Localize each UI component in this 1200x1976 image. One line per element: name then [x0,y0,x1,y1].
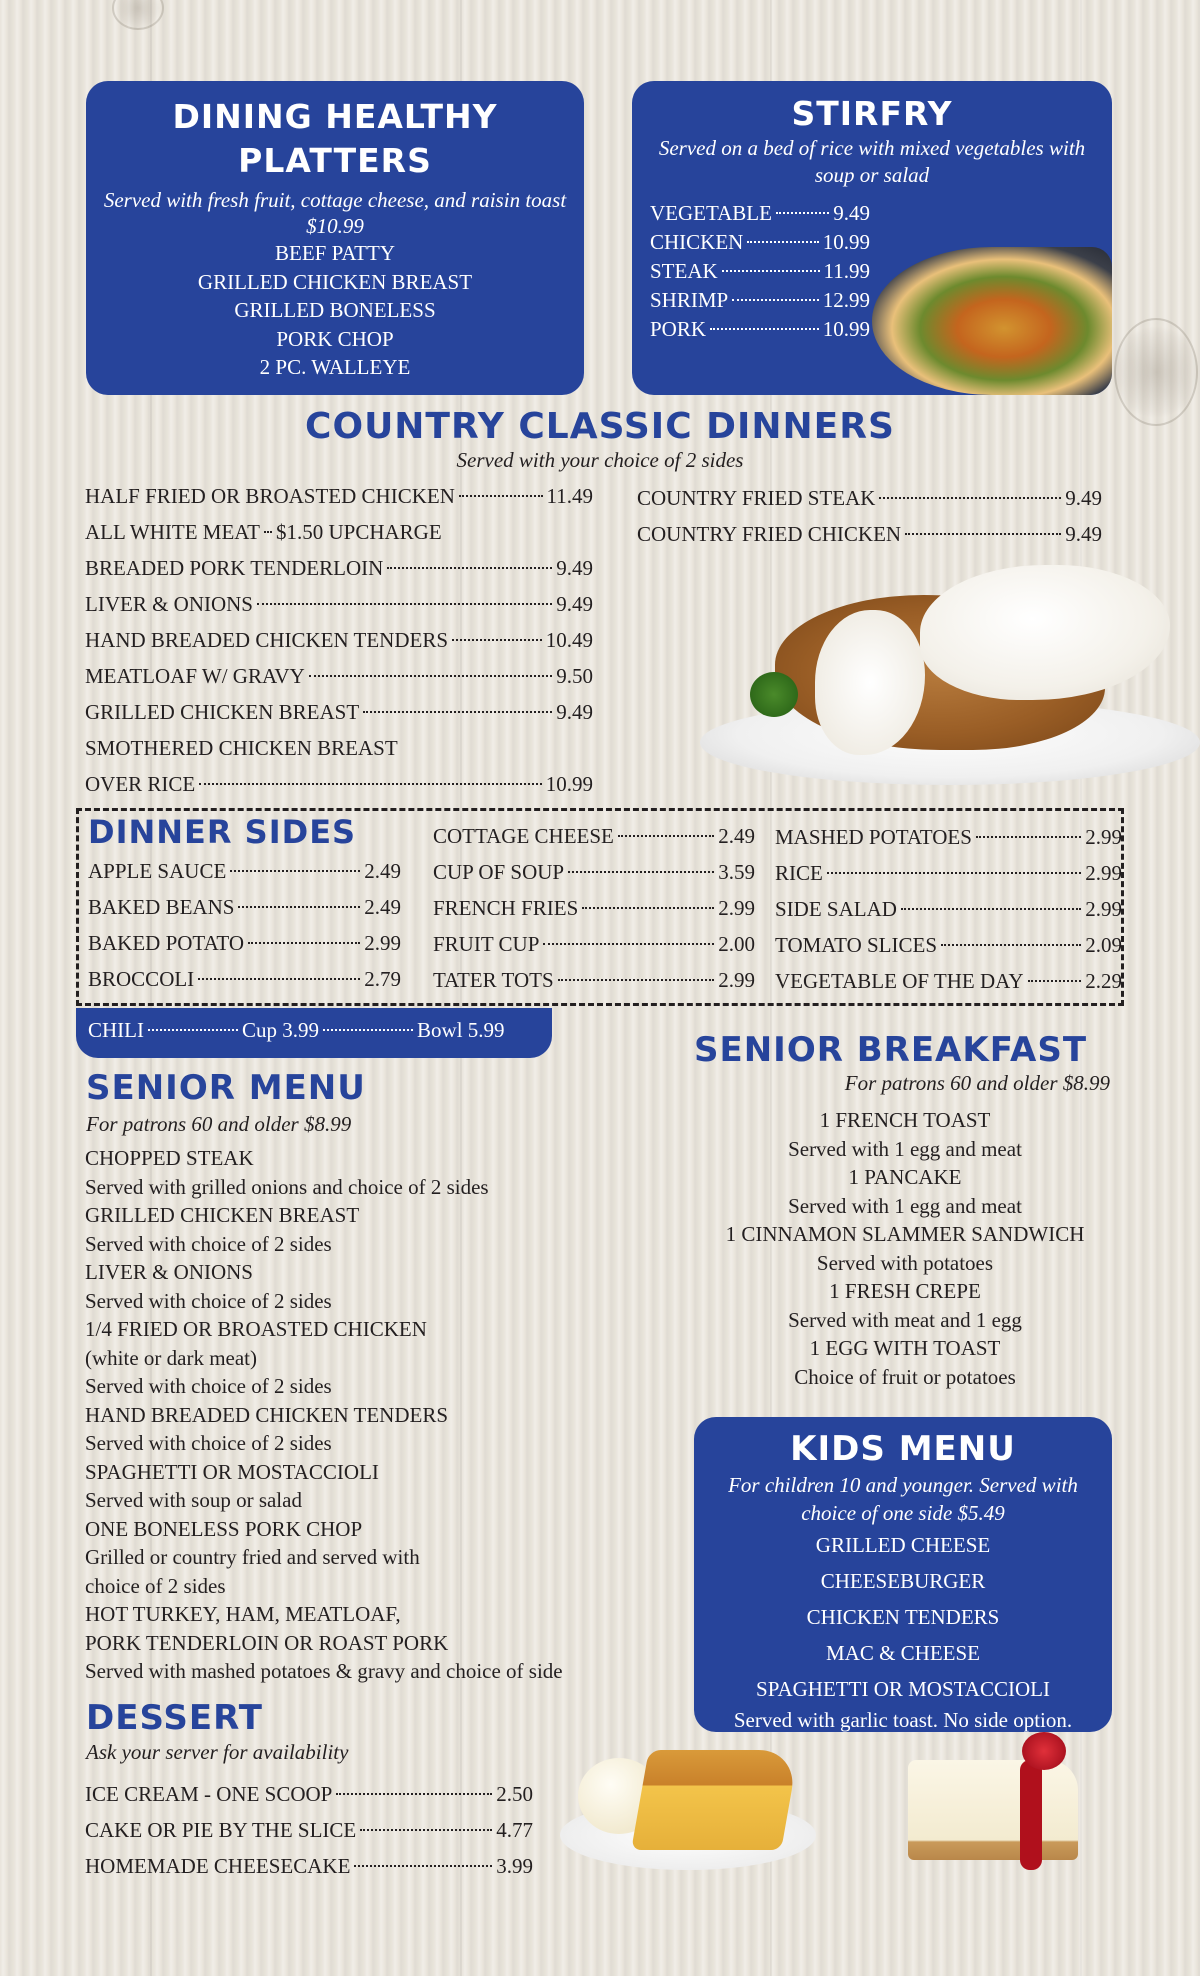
dessert-item: CAKE OR PIE BY THE SLICE 4.77 [85,1818,533,1842]
senior-item-desc: Grilled or country fried and served with [85,1545,420,1569]
senior-item-title: 1/4 FRIED OR BROASTED CHICKEN [85,1317,427,1341]
dinner-item: BREADED PORK TENDERLOIN 9.49 [85,556,593,580]
sides-column [775,819,1122,999]
dinner-item: ALL WHITE MEAT $1.50 UPCHARGE [85,520,442,544]
dinner-sides-title: DINNER SIDES [88,813,357,851]
chili-bar [76,1008,552,1058]
kids-menu-title: KIDS MENU [790,1429,1016,1469]
apple-pie-photo [560,1740,816,1870]
senior-item-title: ONE BONELESS PORK CHOP [85,1516,363,1541]
senior-item-desc: Served with grilled onions and choice of 2 sides [85,1174,489,1199]
stirfry-item: VEGETABLE 9.49 [650,201,870,225]
dessert-subtitle: Ask your server for availability [86,1740,349,1764]
sides-column [433,818,755,998]
stirfry-panel [632,81,1112,395]
senior-item-title: GRILLED CHICKEN BREAST [85,1203,360,1227]
stirfry-item: CHICKEN 10.99 [650,230,870,254]
breakfast-item-desc: Served with 1 egg and meat [788,1136,1022,1161]
side-item: RICE 2.99 [775,861,1122,885]
healthy-item: GRILLED CHICKEN BREAST [197,269,473,294]
stirfry-item: PORK 10.99 [650,317,870,341]
side-item: TATER TOTS 2.99 [433,968,755,992]
breakfast-item-desc: Served with 1 egg and meat [788,1193,1022,1218]
senior-breakfast-list [690,1106,1120,1391]
side-item: APPLE SAUCE 2.49 [88,859,401,883]
dessert-item: ICE CREAM - ONE SCOOP 2.50 [85,1782,533,1806]
chili-cup-price: Cup 3.99 [242,1018,320,1042]
sides-column [88,853,401,997]
senior-item-title: SPAGHETTI OR MOSTACCIOLI [85,1459,379,1484]
senior-item-title: (white or dark meat) [85,1345,258,1370]
wood-knot [112,0,164,30]
kids-menu-panel [694,1417,1112,1732]
dinner-item: GRILLED CHICKEN BREAST 9.49 [85,700,593,724]
kids-menu-subtitle: For children 10 and younger. Served with choice of one side $5.49 [728,1473,1078,1525]
dinner-item: HALF FRIED OR BROASTED CHICKEN 11.49 [85,484,593,508]
healthy-item: PORK CHOP [276,326,394,351]
country-classic-right-list [637,480,1102,552]
breakfast-item-title: 1 FRENCH TOAST [819,1108,991,1132]
senior-item-title: HOT TURKEY, HAM, MEATLOAF, [85,1602,401,1626]
cheesecake-photo [900,1730,1085,1880]
dinner-item: COUNTRY FRIED STEAK 9.49 [637,486,1102,510]
side-item: FRENCH FRIES 2.99 [433,896,755,920]
dinner-item: SMOTHERED CHICKEN BREAST [85,736,398,760]
breakfast-item-title: 1 FRESH CREPE [829,1279,981,1303]
dinner-item: COUNTRY FRIED CHICKEN 9.49 [637,522,1102,546]
senior-menu-list [85,1144,625,1686]
side-item: CUP OF SOUP 3.59 [433,860,755,884]
kids-item: CHEESEBURGER [820,1569,986,1593]
side-item: BAKED POTATO 2.99 [88,931,401,955]
senior-menu-title: SENIOR MENU [86,1068,366,1108]
senior-item-desc: Served with mashed potatoes & gravy and choice of side [85,1659,563,1683]
senior-item-desc: Served with choice of 2 sides [85,1431,332,1455]
dessert-list [85,1776,533,1884]
country-classic-left-list [85,478,593,802]
side-item: FRUIT CUP 2.00 [433,932,755,956]
breakfast-item-title: 1 EGG WITH TOAST [809,1336,1001,1360]
healthy-item: 2 PC. WALLEYE [259,355,411,379]
country-classic-subtitle: Served with your choice of 2 sides [456,448,744,472]
kids-item: SPAGHETTI OR MOSTACCIOLI [756,1677,1050,1701]
kids-item: CHICKEN TENDERS [806,1605,1000,1629]
senior-item-title: HAND BREADED CHICKEN TENDERS [85,1402,449,1427]
dining-healthy-subtitle: Served with fresh fruit, cottage cheese, and raisin toast $10.99 [103,188,567,238]
side-item: BROCCOLI 2.79 [88,967,401,991]
senior-item-title: CHOPPED STEAK [85,1146,254,1170]
chili-bowl-price: Bowl 5.99 [417,1018,505,1042]
side-item: MASHED POTATOES 2.99 [775,825,1122,849]
country-classic-title: COUNTRY CLASSIC DINNERS [305,406,895,447]
breakfast-item-title: 1 CINNAMON SLAMMER SANDWICH [725,1222,1085,1246]
side-item: SIDE SALAD 2.99 [775,897,1122,921]
healthy-item: GRILLED BONELESS [234,298,436,322]
breakfast-item-desc: Served with meat and 1 egg [788,1307,1022,1332]
senior-item-title: PORK TENDERLOIN OR ROAST PORK [85,1630,449,1655]
kids-item: MAC & CHEESE [825,1641,980,1665]
senior-item-desc: Served with choice of 2 sides [85,1374,332,1398]
chili-label: CHILI [88,1018,144,1042]
dinner-item: OVER RICE 10.99 [85,772,593,796]
dinner-item: HAND BREADED CHICKEN TENDERS 10.49 [85,628,593,652]
breakfast-item-title: 1 PANCAKE [848,1165,962,1189]
stirfry-item: SHRIMP 12.99 [650,288,870,312]
stirfry-subtitle: Served on a bed of rice with mixed vegetables with soup or salad [658,136,1086,187]
senior-item-desc: choice of 2 sides [85,1573,226,1598]
side-item: BAKED BEANS 2.49 [88,895,401,919]
senior-item-desc: Served with soup or salad [85,1488,302,1512]
senior-item-desc: Served with choice of 2 sides [85,1288,332,1313]
kids-menu-note: Served with garlic toast. No side option. [733,1708,1073,1732]
senior-breakfast-subtitle: For patrons 60 and older $8.99 [844,1071,1110,1095]
dinner-item: MEATLOAF W/ GRAVY 9.50 [85,664,593,688]
side-item: TOMATO SLICES 2.09 [775,933,1122,957]
stirfry-title: STIRFRY [791,94,953,133]
side-item: COTTAGE CHEESE 2.49 [433,824,755,848]
stirfry-item: STEAK 11.99 [650,259,870,283]
healthy-item: BEEF PATTY [274,241,395,265]
side-item: VEGETABLE OF THE DAY 2.29 [775,969,1122,993]
country-fried-steak-photo [700,560,1200,800]
breakfast-item-desc: Choice of fruit or potatoes [794,1364,1016,1389]
dining-healthy-panel [86,81,584,395]
dinner-item: LIVER & ONIONS 9.49 [85,592,593,616]
kids-item: GRILLED CHEESE [815,1533,991,1557]
dessert-title: DESSERT [86,1698,263,1738]
senior-item-title: LIVER & ONIONS [85,1260,253,1284]
senior-menu-subtitle: For patrons 60 and older $8.99 [86,1112,352,1136]
senior-item-desc: Served with choice of 2 sides [85,1231,332,1256]
dining-healthy-title: DINING HEALTHY PLATTERS [172,97,498,180]
dessert-item: HOMEMADE CHEESECAKE 3.99 [85,1854,533,1878]
stirfry-photo [872,247,1112,395]
stirfry-list [650,199,870,344]
senior-breakfast-title: SENIOR BREAKFAST [694,1030,1088,1070]
breakfast-item-desc: Served with potatoes [816,1250,994,1275]
